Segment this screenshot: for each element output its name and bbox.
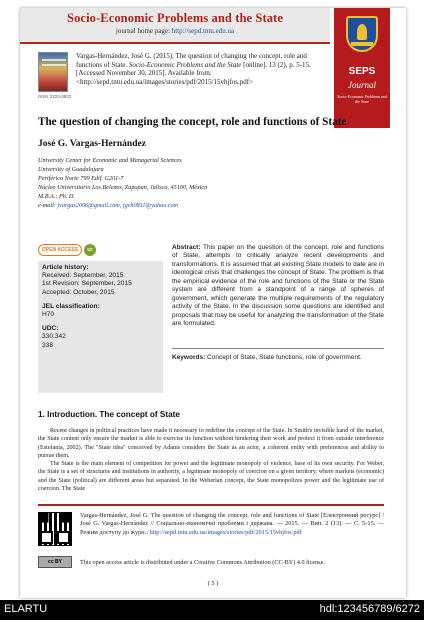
keywords (172, 354, 384, 362)
repository-name: ELARTU (4, 603, 48, 615)
handle-id: hdl:123456789/6272 (319, 603, 420, 615)
page-number: ( 5 ) (207, 580, 219, 587)
journal-header (20, 8, 406, 104)
email-label: e-mail: (38, 202, 58, 209)
coat-of-arms-icon (346, 16, 378, 52)
history-heading: Article history: (42, 264, 89, 271)
homepage-link[interactable]: http://sepd.tntu.edu.ua (171, 27, 235, 35)
abstract-text: This paper on the question of the concept, role and functions of State, attempts to critically analyze recent developments and transformations. It is assumed that all existing State models to date are in ideological crisis that challenges the concept of State. The problem is that the empirical evidence of the role and functions of the State or the State system are different from a standpoint of a range of spheres of government, which generate the multiple requirements of the regulatory activity of the State. In the discussion some questions are identified and proposals that may be useful for analyzing the transformation of the State are formulated. (172, 244, 384, 328)
license-text: This open access article is distributed under a Creative Commons Attribution (CC-BY) 4.0 license. (80, 559, 325, 566)
article-info-box (38, 261, 163, 393)
citation-part-2: [online]. 13 (2), p. 5-15. [Accessed November 30, 2015]. Available from: <http://sepd.tntu.edu.ua/images/stories/pdf/2015/15vhjfos.pdf> (76, 60, 311, 86)
affiliation-line: University Center for Economic and Managerial Sciences (38, 157, 182, 164)
issn-label: ISSN 2223-3822 (38, 94, 72, 99)
footer-citation (80, 512, 384, 537)
citation-part-1: Vargas-Hernández, José G. (2015). The question of changing the concept, role and functions of State. (76, 52, 307, 69)
header-rule (20, 42, 330, 44)
article-title: The question of changing the concept, role and functions of State (38, 116, 347, 128)
footer-citation-text: Vargas-Hernández, José G. The question of changing the concept, role and functions of State [Електронний ресурс] / José G. Vargas-Hernández // Соціально-економічні проблеми і держава. — 2015. — Вип. 2 (13). — С. 5-15. — Режим доступу до журн.: (80, 512, 384, 536)
journal-title: Socio-Economic Problems and the State (67, 11, 283, 25)
affiliation-line: Núcleo Universitario Los Belenes, Zapopan, Jalisco, 45100, México (38, 184, 208, 191)
jel-heading: JEL classification: (42, 302, 100, 310)
journal-homepage (20, 27, 330, 35)
received-date: Received: September, 2015 (42, 272, 124, 280)
citation-journal: Socio-Economic Problems and the State (128, 60, 242, 69)
affiliation-line: Periférico Norte 799 Edif. G201-7 (38, 175, 124, 182)
logo-subtitle: Socio-Economic Problems and the State (337, 94, 387, 104)
footer-url-link[interactable]: http://sepd.tntu.edu.ua/images/stories/pdf/2015/15vhjfos.pdf (149, 528, 302, 536)
cover-stripe (42, 64, 66, 66)
udc-code: 338 (42, 341, 54, 349)
cc-by-badge: cc BY (38, 556, 72, 568)
journal-cover-image (38, 52, 68, 92)
udc-code: 330.342 (42, 333, 66, 341)
keywords-label: Keywords: (172, 354, 208, 361)
homepage-prefix: journal home page: (115, 27, 172, 35)
status-bar (0, 600, 424, 620)
revision-date: 1st Revision: September, 2015 (42, 280, 132, 288)
email-line (38, 201, 338, 210)
section-heading: 1. Introduction. The concept of State (38, 410, 180, 419)
udc-heading: UDC: (42, 325, 59, 333)
seps-journal-logo (334, 8, 390, 128)
abstract-label: Abstract: (172, 244, 203, 251)
accepted-date: Accepted: October, 2015 (42, 288, 115, 296)
paragraph: The State is the main element of competition for power and the legitimate monopoly of violence, base of its own security. For Weber, the State is a set of structures and institutions in authority, a legitimate monopoly of coercion on a given territory, where markets (economic) and the State (political) are different areas but separated. In the Weberian concept, the State monopolizes power and the legitimate use of coercion. The State (38, 461, 384, 493)
jel-code: H70 (42, 311, 55, 319)
keywords-divider (172, 348, 384, 349)
keywords-text: Concept of State, State functions, role of government. (207, 354, 362, 361)
open-access-badges (38, 244, 100, 256)
footer-rule (38, 504, 384, 506)
affiliation-line: University of Guadalajara (38, 166, 104, 173)
qr-code (38, 512, 72, 546)
body-text (38, 427, 384, 493)
email-links[interactable]: jvargas2006@gmail.com, jgvh0811@yahoo.com (57, 202, 179, 209)
author-name: José G. Vargas-Hernández (38, 139, 146, 149)
logo-journal: Journal (348, 80, 376, 90)
pdf-page (20, 8, 406, 598)
cc-icon: cc (84, 244, 96, 256)
abstract (172, 244, 384, 329)
author-affiliation (38, 156, 338, 210)
cover-stripe (42, 59, 66, 61)
affiliation-line: M.B.A.; Ph. D. (38, 193, 75, 200)
open-access-badge: OPEN ACCESS (38, 244, 82, 256)
paragraph: Recent changes in political practices have made it necessary to redefine the concept of the State. In Smith's invisible hand of the market, the State content only ensure the market is able to exercise its function without hindering their work and protect it from outside interference (Estefanía, 2002). The "State idea" conceived by Adams considers the State as an actor, a coherent entity with preferences and ability to pursue them. (38, 428, 384, 459)
header-citation (76, 52, 326, 86)
logo-seps: SEPS (348, 66, 376, 77)
journal-banner (20, 8, 330, 42)
